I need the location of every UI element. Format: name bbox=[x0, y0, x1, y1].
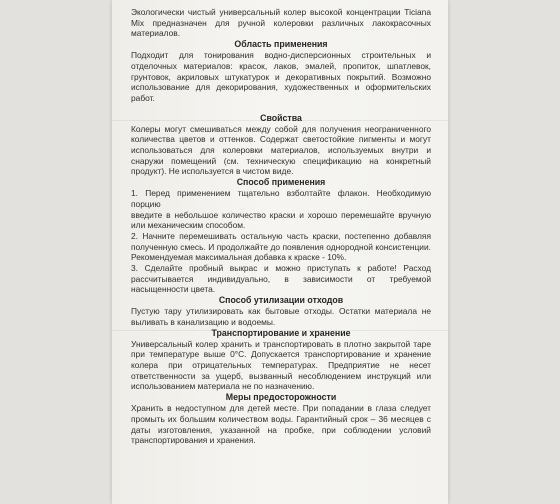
section-heading-usage-method: Способ применения bbox=[236, 177, 326, 188]
section-paragraph: Хранить в недоступном для детей месте. При попадании в глаза следует промыть их большим количеством воды. Гарантийный срок – 36 месяцев с даты изготовления, указанной на пробке, при соблюдении условий транспортирования и хранения. bbox=[131, 403, 431, 446]
section-heading-properties: Свойства bbox=[260, 112, 302, 123]
section-heading-precautions: Меры предосторожности bbox=[225, 392, 337, 403]
section-heading-transport-storage: Транспортирование и хранение bbox=[211, 327, 351, 338]
section-paragraph: введите в небольшое количество краски и хорошо перемешайте вручную или механическим способом. bbox=[131, 209, 431, 231]
section-paragraph: Пустую тару утилизировать как бытовые отходы. Остатки материала не выливать в канализацию и водоемы. bbox=[131, 306, 431, 327]
instruction-leaflet bbox=[112, 0, 448, 504]
section-paragraph: 1. Перед применением тщательно взболтайте флакон. Необходимую порцию bbox=[131, 188, 431, 209]
section-paragraph: 3. Сделайте пробный выкрас и можно приступать к работе! Расход рассчитывается индивидуально, в зависимости от требуемой насыщенности цвета. bbox=[131, 263, 431, 295]
leaflet-text bbox=[131, 7, 431, 446]
section-paragraph: Универсальный колер хранить и транспортировать в плотно закрытой таре при температуре выше 0°С. Допускается транспортирование и хранение колера при отрицательных температурах. Предприятие не несет ответственности за ущерб, вызванный несоблюдением инструкций или использованием материала не по назначению. bbox=[131, 338, 431, 392]
section-paragraph: Подходит для тонирования водно-дисперсионных строительных и отделочных материалов: красок, лаков, эмалей, пропиток, шпатлевок, грунтовок, акриловых штукатурок и декоративных покрытий. Возможно использование для декорирования, художественных и оформительских работ. bbox=[131, 50, 431, 103]
section-heading-application-area: Область применения bbox=[234, 39, 328, 50]
intro-paragraph: Экологически чистый универсальный колер высокой концентрации Ticiana Mix предназначен для ручной колеровки различных лакокрасочных материалов. bbox=[131, 7, 431, 39]
section-paragraph: 2. Начните перемешивать остальную часть краски, постепенно добавляя полученную смесь. И продолжайте до появления однородной консистенции. Рекомендуемая максимальная добавка к краске - 10%. bbox=[131, 230, 431, 263]
section-paragraph: Колеры могут смешиваться между собой для получения неограниченного количества цветов и оттенков. Содержат светостойкие пигменты и могут использоваться для колеровки материалов, используемых внутри и снаружи помещений (см. техническую спецификацию на конкретный продукт). Не используется в чистом виде. bbox=[131, 123, 431, 177]
section-heading-waste-disposal: Способ утилизации отходов bbox=[218, 295, 344, 306]
